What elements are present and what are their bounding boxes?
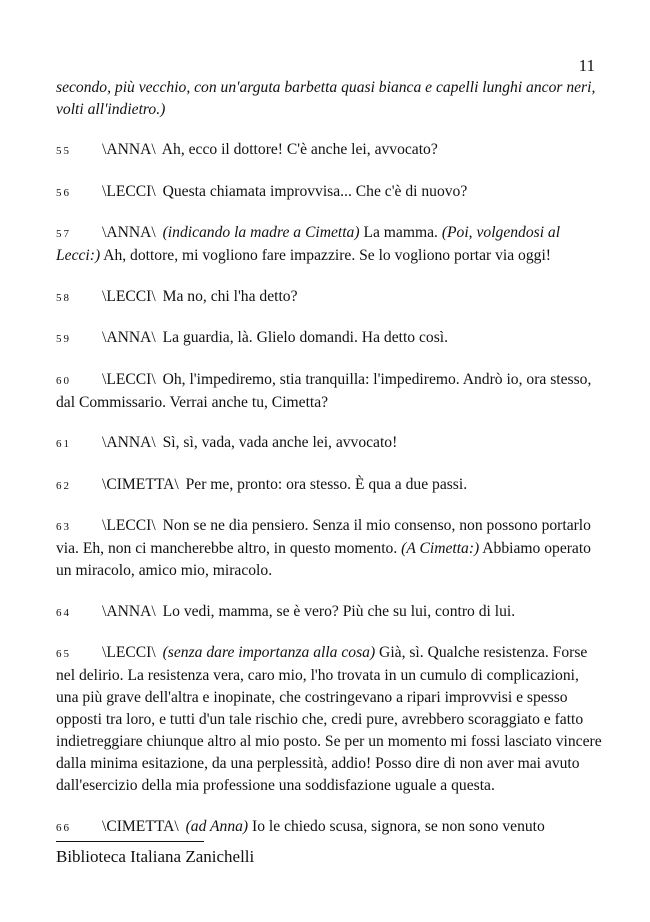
dialogue-paragraph: [56, 642, 604, 797]
dialogue-paragraph: [56, 369, 604, 414]
line-number: 59: [56, 333, 71, 345]
dialogue-paragraph: [56, 432, 604, 455]
speaker-tag: \ANNA\: [102, 602, 156, 620]
speaker-tag: \LECCI\: [102, 517, 156, 534]
dialogue-paragraph: [56, 286, 604, 309]
dialogue-paragraph: [56, 515, 604, 582]
speaker-tag: \ANNA\: [102, 224, 156, 241]
dialogue-text: Lo vedi, mamma, se è vero? Più che su lui, contro di lui.: [158, 602, 516, 620]
line-number: 64: [56, 606, 71, 619]
speaker-tag: \ANNA\: [102, 329, 156, 346]
speaker-tag: \ANNA\: [102, 141, 156, 158]
line-number: 63: [56, 521, 71, 533]
dialogue-text: La mamma.: [359, 224, 442, 241]
dialogue-text: Ah, dottore, mi vogliono fare impazzire. Se lo vogliono portar via oggi!: [100, 247, 551, 264]
dialogue-paragraph: [56, 139, 604, 162]
dialogue-paragraph: [56, 474, 604, 497]
line-number: 56: [56, 186, 71, 199]
line-number: 66: [56, 821, 71, 834]
line-number: 57: [56, 228, 71, 240]
speaker-tag: \ANNA\: [102, 434, 156, 451]
dialogue-text: Per me, pronto: ora stesso. È qua a due passi.: [181, 475, 468, 493]
line-number: 62: [56, 479, 71, 492]
speaker-tag: \CIMETTA\: [102, 475, 179, 493]
footer-rule: [56, 841, 204, 842]
line-number: 60: [56, 374, 71, 387]
intro-stage-direction: secondo, più vecchio, con un'arguta barbetta quasi bianca e capelli lunghi ancor neri, volti all'indietro.): [56, 79, 596, 118]
line-number: 65: [56, 648, 71, 660]
dialogue-text: La guardia, là. Glielo domandi. Ha detto così.: [158, 329, 448, 346]
dialogue-text: Oh, l'impediremo, stia tranquilla: l'impediremo. Andrò io, ora stesso, dal Commissario. Verrai anche tu, Cimetta?: [56, 370, 592, 411]
dialogue-text: Già, sì. Qualche resistenza. Forse nel delirio. La resistenza vera, caro mio, l'ho trovata in un cumulo di complicazioni, una più grave dell'altra e inopinate, che costringevano a ripari improvvisi e spesso opposti tra loro, e tutti d'un tale rischio che, credi pure, avrebbero scoraggiato e fatto indietreggiare chiunque altro al mio posto. Se per un momento mi fossi lasciato vincere dalla minima esitazione, da una perplessità, addio! Posso dire di non aver mai avuto dall'esercizio della mia professione una soddisfazione uguale a questa.: [56, 644, 602, 794]
dialogue-text: Ah, ecco il dottore! C'è anche lei, avvocato?: [158, 141, 438, 158]
dialogue-text: Abbiamo operato un miracolo, amico mio, miracolo.: [56, 540, 591, 579]
speaker-tag: \LECCI\: [102, 182, 156, 200]
page-content: [56, 77, 604, 857]
speaker-tag: \LECCI\: [102, 287, 156, 305]
dialogue-paragraph: [56, 327, 604, 350]
speaker-tag: \LECCI\: [102, 644, 156, 661]
page-number: 11: [578, 56, 595, 75]
dialogue-paragraph: [56, 181, 604, 204]
stage-direction: (Poi, volgendosi al Lecci:): [56, 224, 561, 264]
line-number: 55: [56, 145, 71, 157]
line-number: 58: [56, 291, 71, 304]
stage-direction: (A Cimetta:): [401, 540, 480, 557]
dialogue-text: Io le chiedo scusa, signora, se non sono venuto: [248, 817, 545, 835]
dialogue-text: Ma no, chi l'ha detto?: [158, 287, 298, 305]
dialogue-paragraph: [56, 816, 604, 839]
line-number: 61: [56, 438, 71, 450]
stage-direction: (indicando la madre a Cimetta): [158, 224, 360, 241]
stage-direction: (ad Anna): [181, 817, 249, 835]
dialogue-paragraph: [56, 222, 604, 267]
speaker-tag: \CIMETTA\: [102, 817, 179, 835]
dialogue-paragraph: [56, 601, 604, 624]
dialogue-text: Sì, sì, vada, vada anche lei, avvocato!: [158, 434, 398, 451]
dialogue-text: Questa chiamata improvvisa... Che c'è di nuovo?: [158, 182, 468, 200]
speaker-tag: \LECCI\: [102, 370, 156, 388]
dialogue-text: Non se ne dia pensiero. Senza il mio consenso, non possono portarlo via. Eh, non ci mancherebbe altro, in questo momento.: [56, 517, 591, 557]
footer-text: Biblioteca Italiana Zanichelli: [56, 847, 255, 866]
stage-direction: (senza dare importanza alla cosa): [158, 644, 376, 661]
